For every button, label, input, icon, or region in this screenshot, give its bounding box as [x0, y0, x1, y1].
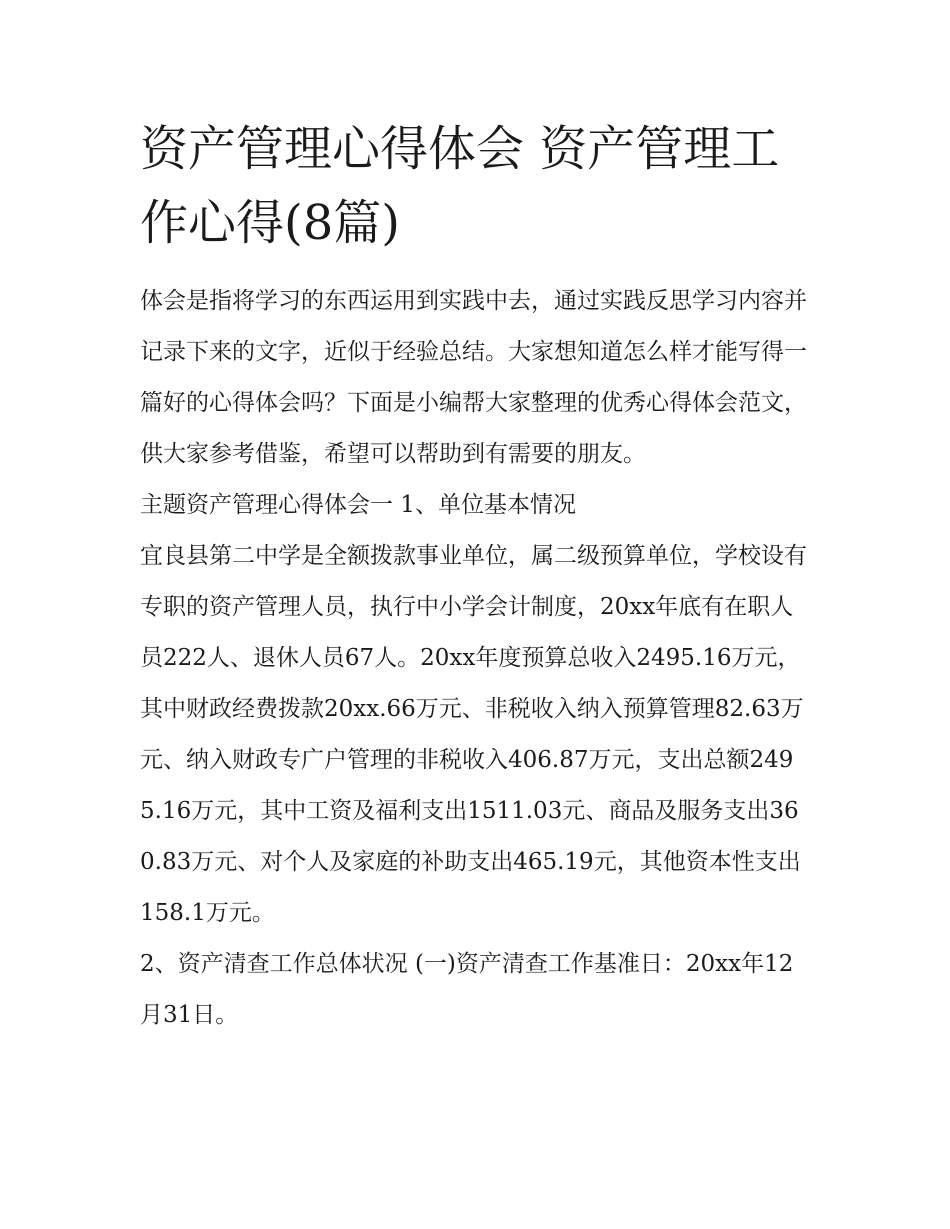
basic-info-paragraph: 宜良县第二中学是全额拨款事业单位，属二级预算单位，学校设有专职的资产管理人员，执行中小学会计制度，20xx年底有在职人员222人、退休人员67人。20xx年度预算总收入2495.16万元，其中财政经费拨款20xx.66万元、非税收入纳入预算管理82.63万元、纳入财政专广户管理的非税收入406.87万元，支出总额2495.16万元，其中工资及福利支出1511.03元、商品及服务支出360.83万元、对个人及家庭的补助支出465.19元，其他资本性支出158.1万元。	[140, 543, 807, 926]
intro-paragraph: 体会是指将学习的东西运用到实践中去，通过实践反思学习内容并记录下来的文字，近似于经验总结。大家想知道怎么样才能写得一篇好的心得体会吗？下面是小编帮大家整理的优秀心得体会范文，供大家参考借鉴，希望可以帮助到有需要的朋友。	[140, 288, 807, 467]
document-body	[140, 112, 815, 1041]
inventory-status-paragraph: 2、资产清查工作总体状况 (一)资产清查工作基准日：20xx年12月31日。	[140, 951, 794, 1028]
document-title: 资产管理心得体会 资产管理工作心得(8篇)	[140, 121, 780, 251]
section-heading: 主题资产管理心得体会一 1、单位基本情况	[140, 492, 576, 518]
